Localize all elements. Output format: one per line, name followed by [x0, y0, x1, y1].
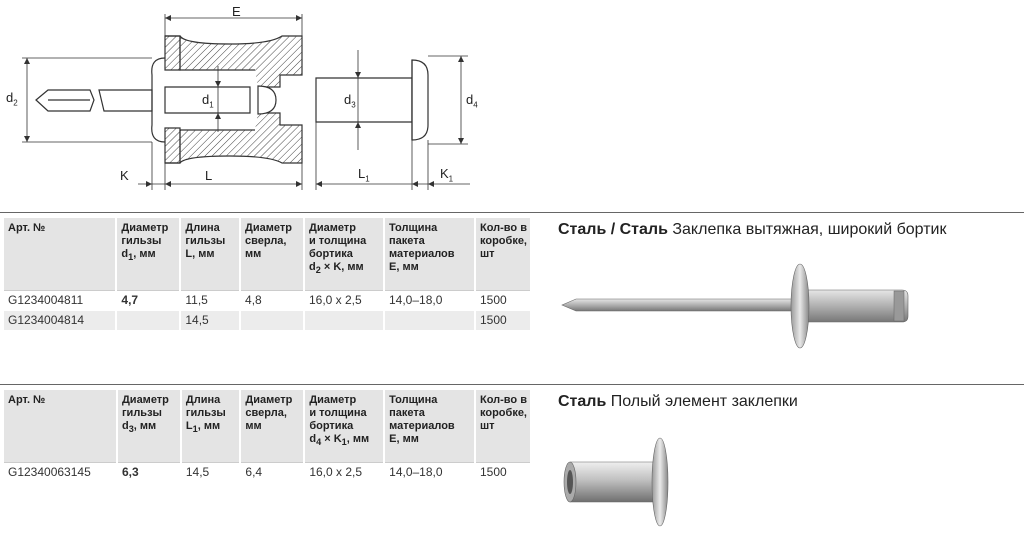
cell-qty: 1500: [475, 310, 531, 330]
rivet-photo-image: [556, 262, 916, 358]
th-len: Длина гильзы L, мм: [180, 218, 240, 290]
th-bort: Диаметр и толщина бортика $d_2 \times K$, мм: [304, 218, 384, 290]
dim-label-k: K: [120, 168, 129, 183]
section-divider-2: [0, 384, 1024, 385]
hollow-rivet-photo-image: [556, 434, 676, 530]
cell-drill: [240, 310, 304, 330]
dim-label-d1: $d_1$: [202, 92, 214, 110]
th-art: Арт. №: [4, 390, 117, 462]
product-title-1: Сталь / Сталь Заклепка вытяжная, широкий бортик: [558, 221, 947, 238]
th-drill: Диаметр сверла, мм: [240, 390, 304, 462]
cell-pack: 14,0–18,0: [384, 462, 475, 482]
cell-qty: 1500: [475, 290, 531, 310]
cell-drill: 4,8: [240, 290, 304, 310]
cell-art: G12340063145: [4, 462, 117, 482]
th-drill: Диаметр сверла, мм: [240, 218, 304, 290]
cell-bort: [304, 310, 384, 330]
table-row: [4, 462, 531, 482]
dim-label-e: E: [232, 4, 241, 19]
cell-pack: 14,0–18,0: [384, 290, 475, 310]
dim-label-l1: $L_1$: [358, 166, 370, 184]
cell-len: 14,5: [180, 310, 240, 330]
th-diam: Диаметр гильзы $d_1$, мм: [116, 218, 180, 290]
table-row: [4, 310, 531, 330]
th-pack: Толщина пакета материалов E, мм: [384, 390, 475, 462]
cell-len: 11,5: [180, 290, 240, 310]
th-pack: Толщина пакета материалов E, мм: [384, 218, 475, 290]
th-qty: Кол-во в коробке, шт: [475, 218, 531, 290]
dim-label-k1: $K_1$: [440, 166, 454, 184]
section-divider-1: [0, 212, 1024, 213]
cell-bort: 16,0 x 2,5: [304, 462, 384, 482]
dim-label-d2: $d_2$: [6, 90, 18, 108]
th-art: Арт. №: [4, 218, 116, 290]
th-bort: Диаметр и толщина бортика $d_4 \times K_1$, мм: [304, 390, 384, 462]
spec-table-1: [4, 218, 532, 330]
th-qty: Кол-во в коробке, шт: [475, 390, 531, 462]
dim-label-l: L: [205, 168, 213, 183]
cell-diam: 6,3: [117, 462, 181, 482]
th-diam: Диаметр гильзы $d_3$, мм: [117, 390, 181, 462]
cell-pack: [384, 310, 475, 330]
table-row: [4, 290, 531, 310]
dim-label-d3: $d_3$: [344, 92, 356, 110]
cell-diam: [116, 310, 180, 330]
cell-diam: 4,7: [116, 290, 180, 310]
spec-table-2: [4, 390, 532, 482]
th-len: Длина гильзы $L_1$, мм: [181, 390, 241, 462]
dim-label-d4: $d_4$: [466, 92, 478, 110]
cell-art: G1234004814: [4, 310, 116, 330]
product-title-2: Сталь Полый элемент заклепки: [558, 393, 798, 410]
cell-art: G1234004811: [4, 290, 116, 310]
cell-drill: 6,4: [240, 462, 304, 482]
cell-len: 14,5: [181, 462, 241, 482]
cell-qty: 1500: [475, 462, 531, 482]
cell-bort: 16,0 x 2,5: [304, 290, 384, 310]
